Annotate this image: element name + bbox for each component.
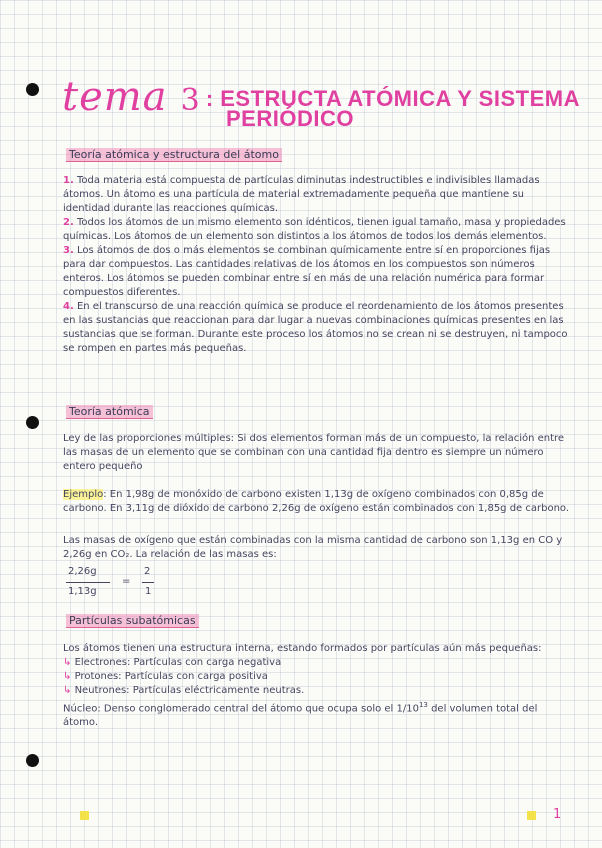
section1-heading: Teoría atómica y estructura del átomo xyxy=(66,148,282,162)
list-item: ↳ Electrones: Partículas con carga negativa xyxy=(63,657,282,668)
list-item: 1. Toda materia está compuesta de partículas diminutas indestructibles e indivisibles llamadas átomos. Un átomo es una partícula de material extremadamente pequeña que mantiene su identidad durante las reacciones químicas. xyxy=(63,175,540,214)
corner-square-left xyxy=(80,811,89,820)
arrow-icon: ↳ xyxy=(63,671,72,682)
binder-hole-middle xyxy=(26,416,39,429)
list-item: 3. Los átomos de dos o más elementos se combinan químicamente entre sí en proporciones fijas para dar compuestos. Las cantidades relativas de los átomos en los compuestos son números enteros. Los átomos se pueden combinar entre sí en más de una relación numérica para formar compuestos diferentes. xyxy=(63,245,551,298)
title-main: : ESTRUCTA ATÓMICA Y SISTEMA xyxy=(205,86,580,111)
corner-square-right xyxy=(527,811,536,820)
title-number: 3 xyxy=(180,83,201,118)
list-item: 2. Todos los átomos de un mismo elemento son idénticos, tienen igual tamaño, masa y propiedades químicas. Los átomos de un elemento son distintos a los átomos de todos los demás elementos. xyxy=(63,217,566,242)
example-paragraph: Ejemplo: En 1,98g de monóxido de carbono existen 1,13g de oxígeno combinados con 0,85g de carbono. En 3,11g de dióxido de carbono 2,26g de oxígeno están combinados con 1,85g de carbono. xyxy=(63,489,570,514)
section1-body xyxy=(63,174,573,356)
law-label: Ley de las proporciones múltiples xyxy=(63,433,231,444)
page-number: 1 xyxy=(553,807,562,822)
list-item: 4. En el transcurso de una reacción química se produce el reordenamiento de los átomos presentes en las sustancias que reaccionan para dar lugar a nuevas combinaciones químicas presentes en las sustancias que se forman. Durante este proceso los átomos no se crean ni se destruyen, ni tampoco se rompen en partes más pequeñas. xyxy=(63,301,568,354)
list-item: ↳ Neutrones: Partículas eléctricamente neutras. xyxy=(63,685,305,696)
title-line2: PERIÓDICO xyxy=(226,106,354,131)
section2-heading: Teoría atómica xyxy=(66,405,153,419)
binder-hole-bottom xyxy=(26,754,39,767)
binder-hole-top xyxy=(26,83,39,96)
example-label: Ejemplo xyxy=(63,489,104,500)
nucleus-definition: Núcleo: Denso conglomerado central del átomo que ocupa solo el $1/10^{13}$ del volumen total del átomo. xyxy=(63,701,538,729)
section3-heading: Partículas subatómicas xyxy=(66,614,199,628)
list-item: ↳ Protones: Partículas con carga positiva xyxy=(63,671,268,682)
arrow-icon: ↳ xyxy=(63,657,72,668)
masses-paragraph: Las masas de oxígeno que están combinadas con la misma cantidad de carbono son 1,13g en CO y 2,26g en CO₂. La relación de las masas es: xyxy=(63,535,563,560)
arrow-icon: ↳ xyxy=(63,685,72,696)
title-tema: tema xyxy=(62,74,168,120)
law-paragraph: Ley de las proporciones múltiples: Si dos elementos forman más de un compuesto, la relación entre las masas de un elemento que se combinan con una cantidad fija dentro es siempre un número entero pequeño xyxy=(63,433,565,472)
section3-body: Los átomos tienen una estructura interna, estando formados por partículas aún más pequeñas: ↳ Electrones: Partículas con carga negativa ↳ Protones: Partículas con carga positiva ↳ Neutrones: Partículas eléctricamente neutras. Núcleo: Denso conglomerado central del átomo que ocupa solo el $1/10^{13}$ del volumen total del átomo. xyxy=(63,642,573,730)
